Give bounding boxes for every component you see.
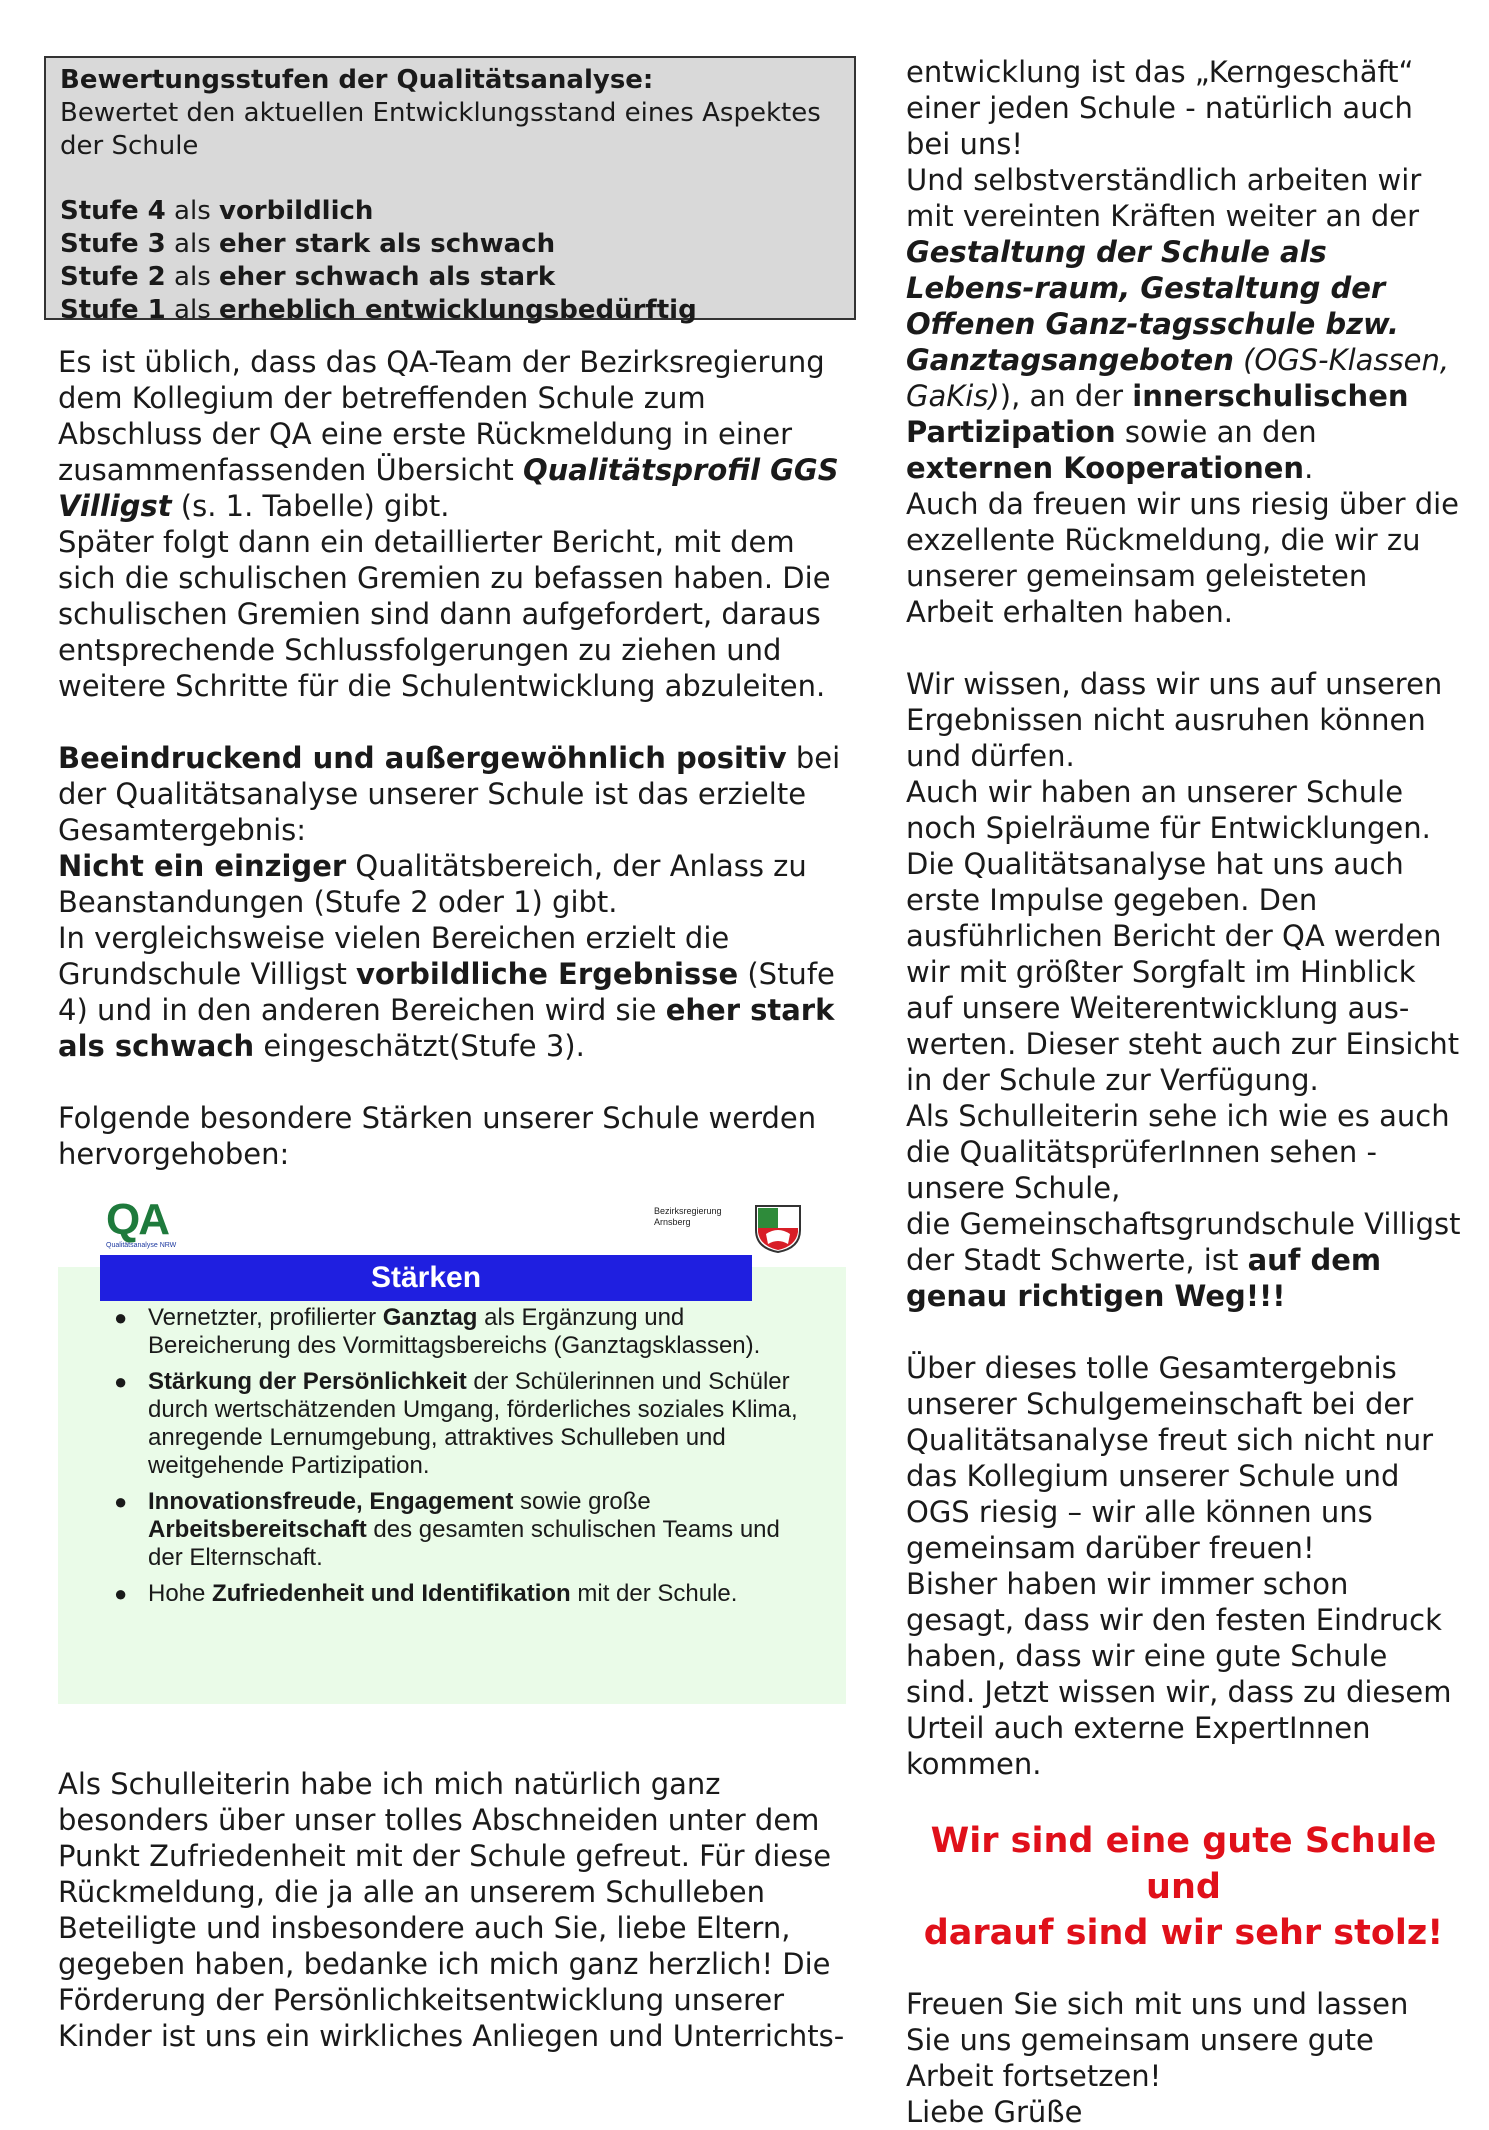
strengths-list	[108, 1304, 808, 1616]
paragraph-closing: Freuen Sie sich mit uns und lassen Sie uns gemeinsam unsere gute Arbeit fortsetzen! Liebe Grüße	[906, 1987, 1409, 2129]
rating-box-title: Bewertungsstufen der Qualitätsanalyse:	[60, 65, 654, 95]
rating-level-4: Stufe 4 als vorbildlich	[60, 196, 374, 226]
list-item: ● Stärkung der Persönlichkeit der Schülerinnen und Schüler durch wertschätzenden Umgang, förderliches soziales Klima, anregende Lernumgebung, attraktives Schulleben und weitgehende Partizipation.	[114, 1368, 798, 1479]
list-item: ● Vernetzter, profilierter Ganztag als Ergänzung und Bereicherung des Vormittagsbereichs (Ganztagsklassen).	[114, 1304, 761, 1359]
paragraph-principal: Als Schulleiterin habe ich mich natürlich ganz besonders über unser tolles Abschneiden unter dem Punkt Zufriedenheit mit der Schule gefreut. Für diese Rückmeldung, die ja alle an unserem Schulleben Beteiligte und insbesondere auch Sie, liebe Eltern, gegeben haben, bedanke ich mich ganz herzlich! Die Förderung der Persönlichkeitsentwicklung unserer Kinder ist uns ein wirkliches Anliegen und Unterrichts-	[58, 1767, 845, 2053]
list-item: ● Innovationsfreude, Engagement sowie große Arbeitsbereitschaft des gesamten schulischen Teams und der Elternschaft.	[114, 1488, 780, 1571]
highlight-line-1: Wir sind eine gute Schule und	[930, 1821, 1437, 1907]
paragraph-strengths-intro: Folgende besondere Stärken unserer Schule werden hervorgehoben:	[58, 1101, 817, 1171]
strengths-figure	[58, 1192, 846, 1704]
right-column	[906, 54, 1461, 2130]
rating-level-2: Stufe 2 als eher schwach als stark	[60, 262, 556, 292]
strengths-header: Stärken	[100, 1255, 752, 1301]
bezirksregierung-logo: Bezirksregierung Arnsberg	[654, 1206, 722, 1227]
highlight-line-2: darauf sind wir sehr stolz!	[923, 1913, 1444, 1953]
qa-logo: QA Qualitätsanalyse NRW	[106, 1195, 177, 1249]
paragraph-not-resting: Wir wissen, dass wir uns auf unseren Ergebnissen nicht ausruhen können und dürfen. Auch wir haben an unserer Schule noch Spielräume für Entwicklungen. Die Qualitätsanalyse hat uns auch erste Impulse gegeben. Den ausführlichen Bericht der QA werden wir mit größter Sorgfalt im Hinblick auf unsere Weiterentwicklung aus-werten. Dieser steht auch zur Einsicht in der Schule zur Verfügung. Als Schulleiterin sehe ich wie es auch die QualitätsprüferInnen sehen - unsere Schule, die Gemeinschaftsgrundschule Villigst der Stadt Schwerte, ist auf dem genau richtigen Weg!!!	[906, 667, 1461, 1313]
list-item: ● Hohe Zufriedenheit und Identifikation mit der Schule.	[114, 1580, 738, 1607]
paragraph-core-business: entwicklung ist das „Kerngeschäft“ einer jeden Schule - natürlich auch bei uns! Und selbstverständlich arbeiten wir mit vereinten Kräften weiter an der Gestaltung der Schule als Lebens-raum, Gestaltung der Offenen Ganz-tagsschule bzw. Ganztagsangeboten (OGS-Klassen, GaKis)), an der innerschulischen Partizipation sowie an den externen Kooperationen. Auch da freuen wir uns riesig über die exzellente Rückmeldung, die wir zu unserer gemeinsam geleisteten Arbeit erhalten haben.	[906, 55, 1460, 629]
rating-box-subtitle: Bewertet den aktuellen Entwicklungsstand eines Aspektes der Schule	[60, 98, 821, 161]
paragraph-overall-result: Über dieses tolle Gesamtergebnis unserer Schulgemeinschaft bei der Qualitätsanalyse freut sich nicht nur das Kollegium unserer Schule und OGS riesig – wir alle können uns gemeinsam darüber freuen! Bisher haben wir immer schon gesagt, dass wir den festen Eindruck haben, dass wir eine gute Schule sind. Jetzt wissen wir, dass zu diesem Urteil auch externe ExpertInnen kommen.	[906, 1351, 1452, 1781]
rating-levels-box	[44, 56, 856, 325]
nrw-coat-of-arms-icon	[752, 1204, 804, 1254]
paragraph-intro: Es ist üblich, dass das QA-Team der Bezirksregierung dem Kollegium der betreffenden Schule zum Abschluss der QA eine erste Rückmeldung in einer zusammenfassenden Übersicht Qualitätsprofil GGS Villigst (s. 1. Tabelle) gibt. Später folgt dann ein detaillierter Bericht, mit dem sich die schulischen Gremien zu befassen haben. Die schulischen Gremien sind dann aufgefordert, daraus entsprechende Schlussfolgerungen zu ziehen und weitere Schritte für die Schulentwicklung abzuleiten.	[58, 345, 839, 703]
paragraph-result: Beeindruckend und außergewöhnlich positiv bei der Qualitätsanalyse unserer Schule ist das erzielte Gesamtergebnis: Nicht ein einziger Qualitätsbereich, der Anlass zu Beanstandungen (Stufe 2 oder 1) gibt. In vergleichsweise vielen Bereichen erzielt die Grundschule Villigst vorbildliche Ergebnisse (Stufe 4) und in den anderen Bereichen wird sie eher stark als schwach eingeschätzt(Stufe 3).	[58, 741, 841, 1063]
rating-level-1: Stufe 1 als erheblich entwicklungsbedürftig	[60, 295, 697, 325]
rating-level-3: Stufe 3 als eher stark als schwach	[60, 229, 556, 259]
